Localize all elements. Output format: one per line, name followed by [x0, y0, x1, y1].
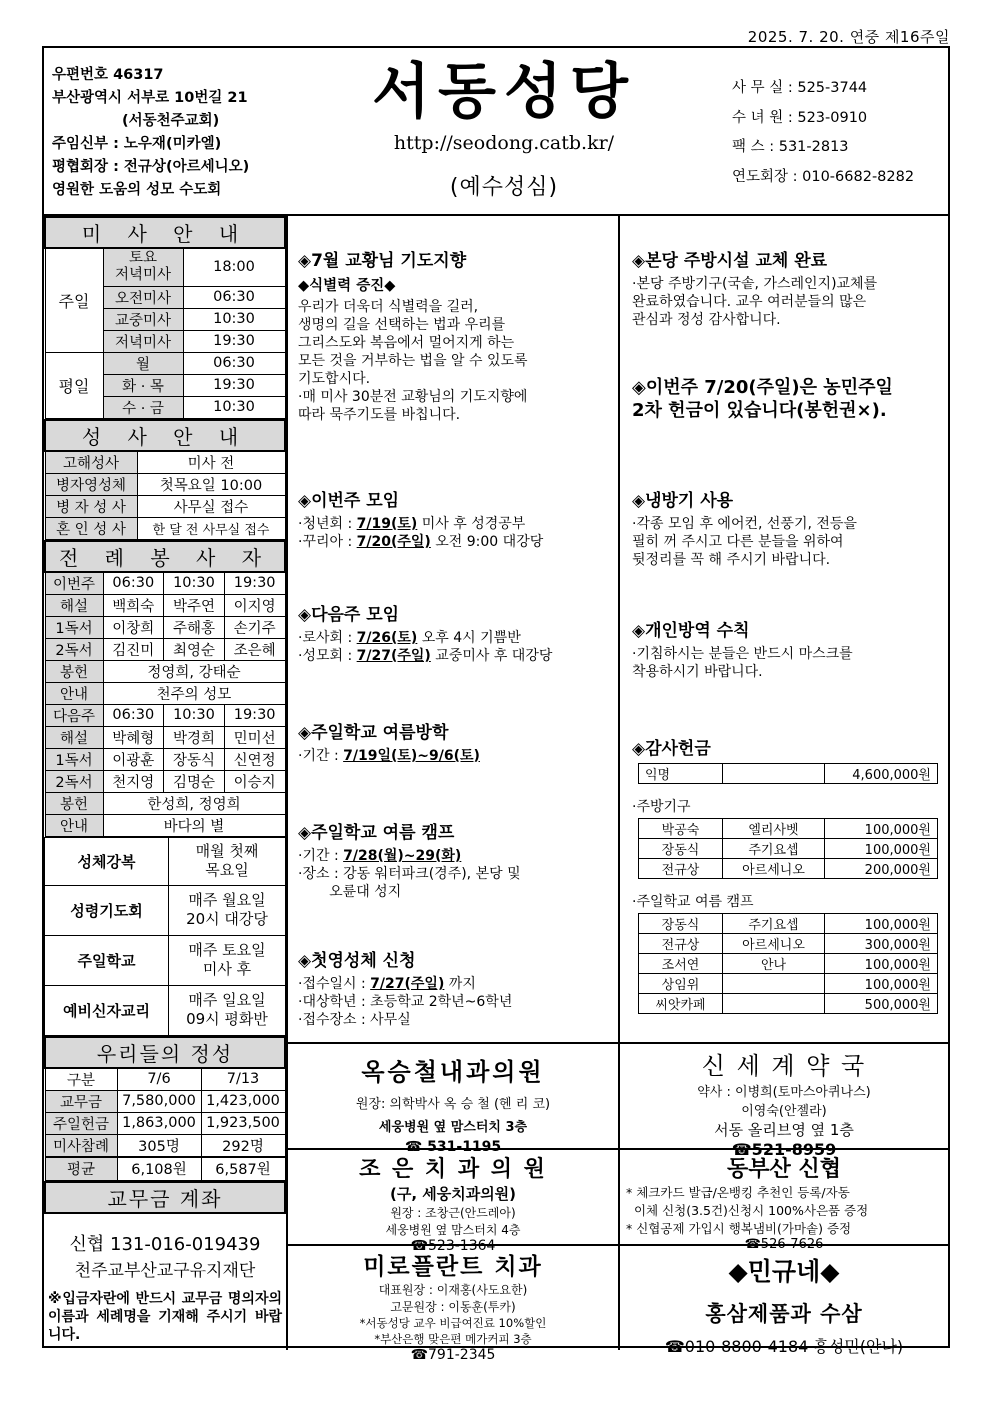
schedule-name: 성령기도회: [45, 885, 169, 935]
account-owner: 천주교부산교구유지재단: [74, 1261, 256, 1281]
kitchen-notice: [632, 246, 954, 329]
ad-line: * 신협공제 가입시 행복냄비(가마솥) 증정: [626, 1221, 852, 1236]
ad-line: 고문원장 : 이동훈(투카): [390, 1300, 516, 1314]
kitchen-line: 관심과 정성 감사합니다.: [632, 312, 781, 328]
sacrament-table: [44, 419, 286, 540]
health-line: ·기침하시는 분들은 반드시 마스크를: [632, 646, 853, 662]
meet-label: ·성모회 :: [298, 648, 357, 664]
donor-mid: [723, 764, 825, 784]
meet-desc: 오전 9:00 대강당: [430, 534, 544, 550]
ad-line: 세웅병원 옆 맘스터치 3층: [378, 1120, 528, 1135]
ad-internal-clinic: [286, 1042, 618, 1155]
farmers-line2: 2차 헌금이 있습니다(봉헌권×).: [632, 400, 887, 421]
donor-name: 상임위: [639, 974, 723, 994]
ac-line: 필히 꺼 주시고 다른 분들을 위하여: [632, 534, 844, 550]
donor-mid: [723, 994, 825, 1014]
schedule-table: [44, 837, 286, 1036]
postal-code: 우편번호 46317: [52, 67, 164, 83]
right-column: [618, 216, 948, 1042]
server: 손기주: [224, 616, 285, 638]
ad-dental-joeun: [286, 1148, 618, 1254]
mass-name: 교중미사: [103, 308, 183, 330]
sacrament-name: 고해성사: [45, 451, 137, 474]
school-label: ·기간 :: [298, 748, 344, 764]
rep-phone: 연도회장 : 010-6682-8282: [732, 168, 915, 185]
fax: 팩 스 : 531-2813: [732, 139, 849, 155]
donor-amount: 100,000원: [825, 819, 938, 839]
donor-amount: 4,600,000원: [825, 764, 938, 784]
meet-date: 7/26(토): [356, 630, 418, 646]
left-column: [44, 216, 286, 1344]
header-left-info: [52, 64, 249, 202]
time: 10:30: [164, 572, 225, 595]
ad-phone: ☎521-8959: [731, 1140, 837, 1159]
meet-label: ·로사회 :: [298, 630, 357, 646]
school-date: 7/19일(토)~9/6(토): [343, 748, 480, 764]
ad-line: 대표원장 : 이재홍(사도요한): [378, 1283, 528, 1297]
communion-label: ·접수일시 :: [298, 976, 371, 992]
week-label: 다음주: [45, 704, 103, 726]
ad-phone: ☎791-2345: [410, 1347, 496, 1363]
mass-name: 화 · 목: [103, 374, 183, 396]
camp-title: ◈주일학교 여름 캠프: [298, 823, 455, 843]
offering-value: 292명: [201, 1134, 285, 1157]
server: 조은혜: [224, 638, 285, 660]
ad-line: *서동성당 교우 비급여진료 10%할인: [359, 1316, 547, 1330]
offering-value: 1,423,000: [201, 1090, 285, 1112]
thanks-offering: [632, 734, 938, 1014]
camp-place: ·장소 : 강동 워터파크(경주), 본당 및: [298, 866, 521, 882]
sacrament-name: 병자영성체: [45, 473, 137, 495]
server: 박경희: [164, 726, 225, 748]
ad-pharmacy: [618, 1042, 948, 1159]
church-alt-name: (서동천주교회): [122, 113, 220, 129]
offering-value: 6,587원: [201, 1157, 285, 1181]
schedule-info: 매주 토요일 미사 후: [169, 935, 286, 985]
kitchen-line: ·본당 주방기구(국솥, 가스레인지)교체를: [632, 276, 878, 292]
mass-time: 10:30: [183, 308, 285, 330]
kitchen-title: ◈본당 주방시설 교체 완료: [632, 251, 828, 271]
mass-time: 06:30: [183, 352, 285, 374]
prayer-intention: [298, 246, 620, 424]
server: 신연정: [224, 748, 285, 770]
donor-mid: 엘리사벳: [723, 819, 825, 839]
donor-mid: 주기요셉: [723, 839, 825, 859]
school-title: ◈주일학교 여름방학: [298, 723, 449, 743]
header-center: [334, 48, 674, 201]
mass-time: 19:30: [183, 330, 285, 352]
donor-amount: 200,000원: [825, 859, 938, 879]
communion-place: ·접수장소 : 사무실: [298, 1012, 411, 1028]
col-head: 구분: [45, 1068, 117, 1091]
anon-table: [638, 763, 938, 784]
mass-name: 월: [103, 352, 183, 374]
ad-line: 이영숙(안젤라): [741, 1104, 827, 1119]
ad-line: 홍삼제품과 수삼: [705, 1302, 863, 1326]
donor-name: 장동식: [639, 914, 723, 934]
weekday-label: 평일: [45, 352, 103, 418]
prayer-line: 생명의 길을 선택하는 법과 우리를: [298, 317, 506, 333]
account-heading: 교무금 계좌: [45, 1182, 285, 1213]
pastor: 주임신부 : 노우재(미카엘): [52, 136, 222, 152]
ac-title: ◈냉방기 사용: [632, 491, 734, 511]
bulletin-frame: [42, 46, 950, 1363]
time: 06:30: [103, 704, 164, 726]
ad-credit-union: [618, 1148, 948, 1252]
offering-value: 1,863,000: [117, 1112, 201, 1134]
server: 천지영: [103, 770, 164, 792]
prayer-title: ◈7월 교황님 기도지향: [298, 251, 467, 271]
server: 백희숙: [103, 594, 164, 616]
ad-phone: ☎526-7626: [744, 1237, 824, 1252]
role: 해설: [45, 594, 103, 616]
offering-name: 미사참례: [45, 1134, 117, 1157]
meet-desc: 오후 4시 기쁨반: [417, 630, 521, 646]
sacrament-info: 사무실 접수: [137, 495, 285, 517]
server: 바다의 별: [103, 814, 285, 836]
convent: 영원한 도움의 성모 수도회: [52, 182, 222, 198]
schedule-info: 매월 첫째 목요일: [169, 837, 286, 885]
donor-amount: 100,000원: [825, 954, 938, 974]
account-number: 신협 131-016-019439: [69, 1234, 261, 1255]
header-contacts: [732, 74, 914, 192]
thanks-title: ◈감사헌금: [632, 739, 711, 759]
account-info: [44, 1232, 286, 1284]
health-title: ◈개인방역 수칙: [632, 621, 750, 641]
mass-table: [44, 216, 286, 419]
mass-time: 18:00: [183, 248, 285, 286]
page-title: 서동성당: [372, 57, 636, 127]
next-week-meetings: [298, 600, 620, 665]
prayer-line: 따라 묵주기도를 바칩니다.: [298, 407, 461, 423]
chairman: 평협회장 : 전규상(아르세니오): [52, 159, 250, 175]
farmers-line1: ◈이번주 7/20(주일)은 농민주일: [632, 377, 893, 398]
address: 부산광역시 서부로 10번길 21: [52, 90, 248, 106]
header: [44, 48, 948, 216]
ad-line: 서동 올리브영 옆 1층: [714, 1121, 854, 1139]
meet-date: 7/20(주일): [356, 534, 431, 550]
role: 해설: [45, 726, 103, 748]
donor-amount: 500,000원: [825, 994, 938, 1014]
this-meet-title: ◈이번주 모임: [298, 491, 400, 511]
account-note: ※입금자란에 반드시 교무금 명의자의 이름과 세례명을 기재해 주시기 바랍니다.: [48, 1291, 282, 1343]
meet-date: 7/27(주일): [356, 648, 431, 664]
communion-grade: ·대상학년 : 초등학교 2학년~6학년: [298, 994, 513, 1010]
camp-date: 7/28(월)~29(화): [343, 848, 462, 864]
donor-mid: [723, 974, 825, 994]
offerings-table: [44, 1036, 286, 1182]
ad-ginseng: [618, 1244, 948, 1356]
col-head: 7/6: [117, 1068, 201, 1091]
server: 이지영: [224, 594, 285, 616]
role: 1독서: [45, 748, 103, 770]
health-notice: [632, 616, 954, 681]
schedule-name: 성체강복: [45, 837, 169, 885]
server: 장동식: [164, 748, 225, 770]
account-table: [44, 1181, 286, 1214]
sacrament-info: 첫목요일 10:00: [137, 473, 285, 495]
servers-heading: 전 례 봉 사 자: [45, 541, 285, 572]
offering-value: 7,580,000: [117, 1090, 201, 1112]
camp-label: ·기간 :: [298, 848, 344, 864]
meet-label: ·꾸리아 :: [298, 534, 357, 550]
mass-name: 토요 저녁미사: [103, 248, 183, 286]
prayer-line: 기도합시다.: [298, 371, 371, 387]
communion-title: ◈첫영성체 신청: [298, 951, 416, 971]
offering-value: 6,108원: [117, 1157, 201, 1181]
camp-place2: 오륜대 성지: [298, 884, 402, 900]
ad-line: 약사 : 이병희(토마스아퀴나스): [697, 1085, 871, 1100]
sisters-phone: 수 녀 원 : 523-0910: [732, 109, 868, 126]
col-head: 7/13: [201, 1068, 285, 1091]
ad-title: 동부산 신협: [727, 1157, 841, 1182]
server: 민미선: [224, 726, 285, 748]
ac-line: 뒷정리를 꼭 해 주시기 바랍니다.: [632, 552, 831, 568]
time: 10:30: [164, 704, 225, 726]
kitchen-donors: [638, 818, 938, 879]
first-communion: [298, 946, 620, 1029]
sacrament-info: 미사 전: [137, 451, 285, 474]
server: 정영희, 강태순: [103, 660, 285, 682]
bulletin-date: 2025. 7. 20. 연중 제16주일: [747, 28, 950, 46]
ad-line: 세웅병원 옆 맘스터치 4층: [385, 1223, 521, 1237]
offering-name: 평균: [45, 1157, 117, 1181]
kitchen-label: ·주방기구: [632, 799, 691, 815]
meet-desc: 교중미사 후 대강당: [430, 648, 553, 664]
this-week-meetings: [298, 486, 620, 551]
sacrament-name: 병 자 성 사: [45, 495, 137, 517]
sacrament-heading: 성 사 안 내: [45, 420, 285, 451]
ad-title: 미로플란트 치과: [363, 1254, 543, 1280]
mass-time: 06:30: [183, 286, 285, 308]
week-label: 이번주: [45, 572, 103, 595]
donor-mid: 주기요셉: [723, 914, 825, 934]
time: 19:30: [224, 704, 285, 726]
ad-line: * 체크카드 발급/온뱅킹 추천인 등록/자동: [626, 1185, 850, 1200]
mass-name: 저녁미사: [103, 330, 183, 352]
ad-line: 원장 : 조창근(안드레아): [390, 1206, 516, 1220]
subtitle: (예수성심): [449, 175, 559, 200]
donor-name: 전규상: [639, 859, 723, 879]
meet-desc: 미사 후 성경공부: [417, 516, 526, 532]
server: 이창희: [103, 616, 164, 638]
server: 천주의 성모: [103, 682, 285, 704]
donor-amount: 100,000원: [825, 839, 938, 859]
school-vacation: [298, 718, 620, 765]
donor-name: 박공숙: [639, 819, 723, 839]
middle-column: [286, 216, 618, 1042]
ad-title: 신 세 계 약 국: [701, 1052, 867, 1080]
server: 박주연: [164, 594, 225, 616]
donor-name: 장동식: [639, 839, 723, 859]
role: 안내: [45, 814, 103, 836]
role: 1독서: [45, 616, 103, 638]
donor-name: 조서연: [639, 954, 723, 974]
ad-phone: ☎523-1364: [410, 1238, 496, 1254]
ad-phone: ☎010-8800-4184 홍성민(안나): [664, 1337, 904, 1356]
donor-mid: 안나: [723, 954, 825, 974]
office-phone: 사 무 실 : 525-3744: [732, 80, 868, 96]
ad-title: 조 은 치 과 의 원: [359, 1157, 547, 1182]
schedule-info: 매주 월요일 20시 대강당: [169, 885, 286, 935]
mass-heading: 미 사 안 내: [45, 217, 285, 248]
donor-mid: 아르세니오: [723, 859, 825, 879]
mass-name: 오전미사: [103, 286, 183, 308]
server: 김진미: [103, 638, 164, 660]
camp-donors-label: ·주일학교 여름 캠프: [632, 894, 754, 910]
summer-camp: [298, 818, 620, 901]
kitchen-line: 완료하였습니다. 교우 여러분들의 많은: [632, 294, 867, 310]
server: 한성희, 정영희: [103, 792, 285, 814]
ad-line: (구, 세웅치과의원): [389, 1185, 517, 1203]
ac-line: ·각종 모임 후 에어컨, 선풍기, 전등을: [632, 516, 857, 532]
camp-donors: [638, 913, 938, 1014]
donor-name: 익명: [639, 764, 723, 784]
donor-amount: 100,000원: [825, 914, 938, 934]
server: 박혜형: [103, 726, 164, 748]
donor-name: 씨앗카페: [639, 994, 723, 1014]
role: 2독서: [45, 770, 103, 792]
schedule-name: 예비신자교리: [45, 985, 169, 1035]
schedule-info: 매주 일요일 09시 평화반: [169, 985, 286, 1035]
farmers-sunday: [632, 376, 954, 422]
prayer-subtitle: ◆식별력 증진◆: [298, 278, 396, 294]
ad-dental-miro: [286, 1244, 618, 1363]
sacrament-info: 한 달 전 사무실 접수: [137, 517, 285, 539]
ad-title: 옥승철내과의원: [361, 1058, 545, 1086]
ad-line: 이체 신청(3.5건)신청시 100%사은품 증정: [626, 1203, 869, 1218]
next-meet-title: ◈다음주 모임: [298, 605, 400, 625]
server: 김명순: [164, 770, 225, 792]
health-line: 착용하시기 바랍니다.: [632, 664, 763, 680]
servers-table: [44, 540, 286, 837]
donor-amount: 300,000원: [825, 934, 938, 954]
prayer-line: ·매 미사 30분전 교황님의 기도지향에: [298, 389, 528, 405]
server: 최영순: [164, 638, 225, 660]
time: 06:30: [103, 572, 164, 595]
role: 2독서: [45, 638, 103, 660]
donor-amount: 100,000원: [825, 974, 938, 994]
website-link[interactable]: http://seodong.catb.kr/: [393, 132, 615, 154]
ad-phone: ☎ 531-1195: [404, 1139, 502, 1155]
schedule-name: 주일학교: [45, 935, 169, 985]
offering-value: 305명: [117, 1134, 201, 1157]
server: 이광훈: [103, 748, 164, 770]
prayer-line: 우리가 더욱더 식별력을 길러,: [298, 299, 479, 315]
meet-date: 7/19(토): [356, 516, 418, 532]
mass-time: 10:30: [183, 396, 285, 418]
prayer-line: 모든 것을 거부하는 법을 알 수 있도록: [298, 353, 528, 369]
communion-desc: 까지: [444, 976, 476, 992]
offerings-heading: 우리들의 정성: [45, 1037, 285, 1068]
prayer-line: 그리스도와 복음에서 멀어지게 하는: [298, 335, 515, 351]
time: 19:30: [224, 572, 285, 595]
meet-label: ·청년회 :: [298, 516, 357, 532]
offering-value: 1,923,500: [201, 1112, 285, 1134]
donor-name: 전규상: [639, 934, 723, 954]
ac-notice: [632, 486, 954, 569]
mass-time: 19:30: [183, 374, 285, 396]
offering-name: 교무금: [45, 1090, 117, 1112]
server: 주해홍: [164, 616, 225, 638]
communion-date: 7/27(주일): [370, 976, 445, 992]
offering-name: 주일헌금: [45, 1112, 117, 1134]
role: 봉헌: [45, 660, 103, 682]
sacrament-name: 혼 인 성 사: [45, 517, 137, 539]
ad-title: ◆민규네◆: [728, 1257, 840, 1286]
role: 안내: [45, 682, 103, 704]
ad-line: *부산은행 맞은편 메가커피 3층: [374, 1332, 532, 1346]
mass-name: 수 · 금: [103, 396, 183, 418]
ad-line: 원장: 의학박사 옥 승 철 (헨 리 코): [355, 1097, 551, 1112]
sunday-label: 주일: [45, 248, 103, 352]
donor-mid: 아르세니오: [723, 934, 825, 954]
server: 이승지: [224, 770, 285, 792]
role: 봉헌: [45, 792, 103, 814]
